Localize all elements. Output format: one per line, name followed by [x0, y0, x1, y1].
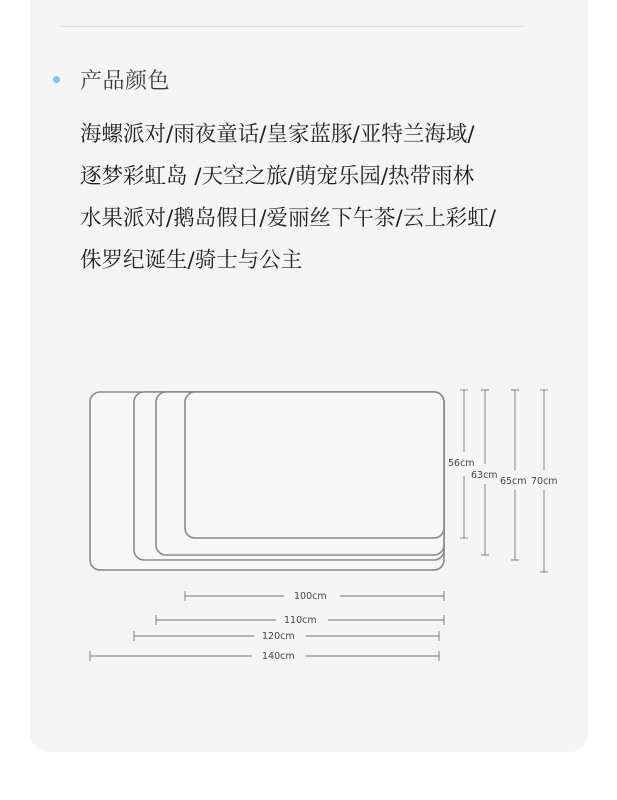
section-title: 产品颜色 [80, 69, 171, 94]
color-line-4: 侏罗纪诞生/骑士与公主 [80, 248, 303, 273]
height-label-56: 56cm [448, 458, 475, 469]
mat-outline-100x56 [185, 392, 444, 538]
height-label-65: 65cm [500, 476, 527, 487]
color-line-3: 水果派对/鹅岛假日/爱丽丝下午茶/云上彩虹/ [80, 206, 496, 231]
width-label-120: 120cm [262, 631, 295, 642]
color-line-2: 逐梦彩虹岛 /天空之旅/萌宠乐园/热带雨林 [80, 164, 475, 189]
width-label-110: 110cm [284, 615, 317, 626]
height-dim-65 [511, 390, 519, 560]
width-label-100: 100cm [294, 591, 327, 602]
height-label-63: 63cm [471, 470, 498, 481]
color-line-1: 海螺派对/雨夜童话/皇家蓝豚/亚特兰海域/ [80, 122, 475, 147]
width-label-140: 140cm [262, 651, 295, 662]
height-label-70: 70cm [531, 476, 558, 487]
